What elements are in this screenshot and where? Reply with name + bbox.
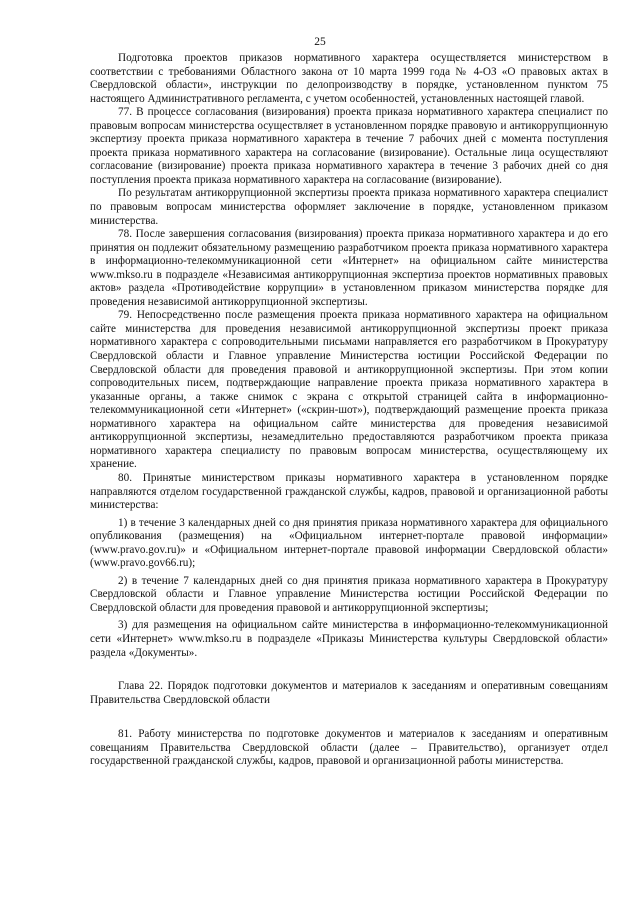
paragraph-80: 80. Принятые министерством приказы нормативного характера в установленном порядке направляются отделом государственной гражданской службы, кадров, правовой и организационной работы министерства: xyxy=(90,471,608,512)
chapter-22-heading: Глава 22. Порядок подготовки документов и материалов к заседаниям и оперативным совещаниям Правительства Свердловской области xyxy=(90,680,608,706)
page-number: 25 xyxy=(314,36,326,48)
page-body xyxy=(90,52,608,769)
paragraph-78: 78. После завершения согласования (визирования) проекта приказа нормативного характера и до его принятия он подлежит обязательному размещению разработчиком проекта приказа нормативного характера в информационно-телекоммуникационной сети «Интернет» на официальном сайте министерства www.mkso.ru в подразделе «Независимая антикоррупционная экспертиза проектов нормативных правовых актов» раздела «Противодействие коррупции» в установленном приказом министерства порядке для проведения независимой антикоррупционной экспертизы. xyxy=(90,228,608,308)
paragraph-80-item-1: 1) в течение 3 календарных дней со дня принятия приказа нормативного характера для официального опубликования (размещения) на «Официальном интернет-портале правовой информации» (www.pravo.gov.ru)» и «Официальном интернет-портале правовой информации Свердловской области» (www.pravo.gov66.ru); xyxy=(90,516,608,570)
paragraph-81: 81. Работу министерства по подготовке документов и материалов к заседаниям и оперативным совещаниям Правительства Свердловской области (далее – Правительство), организует отдел государственной гражданской службы, кадров, правовой и организационной работы министерства. xyxy=(90,728,608,768)
paragraph-intro: Подготовка проектов приказов нормативного характера осуществляется министерством в соответствии с требованиями Областного закона от 10 марта 1999 года № 4-ОЗ «О правовых актах в Свердловской области», инструкции по делопроизводству в порядке, установленном пунктом 75 настоящего Административного регламента, с учетом особенностей, установленных настоящей главой. xyxy=(90,52,608,105)
paragraph-80-item-2: 2) в течение 7 календарных дней со дня принятия приказа нормативного характера в Прокуратуру Свердловской области и Главное управление Министерства юстиции Российской Федерации по Свердловской области для проведения правовой и антикоррупционной экспертизы; xyxy=(90,574,608,614)
paragraph-77: 77. В процессе согласования (визирования) проекта приказа нормативного характера специалист по правовым вопросам министерства осуществляет в установленном порядке правовую и антикоррупционную экспертизу проекта приказа нормативного характера в течение 7 рабочих дней с момента поступления проекта приказа нормативного характера на согласование (визирование). Остальные лица осуществляют согласование (визирование) проекта приказа нормативного характера в течение 3 рабочих дней со дня поступления проекта приказа нормативного характера на согласование (визирование). xyxy=(90,106,608,186)
paragraph-80-item-3: 3) для размещения на официальном сайте министерства в информационно-телекоммуникационной сети «Интернет» www.mkso.ru в подразделе «Приказы Министерства культуры Свердловской области» раздела «Документы». xyxy=(90,619,608,659)
paragraph-77-conclusion: По результатам антикоррупционной экспертизы проекта приказа нормативного характера специалист по правовым вопросам министерства оформляет заключение в порядке, установленном приказом министерства. xyxy=(90,187,608,227)
paragraph-79: 79. Непосредственно после размещения проекта приказа нормативного характера на официальном сайте министерства для проведения независимой антикоррупционной экспертизы проект приказа нормативного характера с сопроводительными письмами направляется его разработчиком в Прокуратуру Свердловской области и Главное управление Министерства юстиции Российской Федерации по Свердловской области для проведения правовой и антикоррупционной экспертизы. При этом копии сопроводительных писем, подтверждающие направление проекта приказа нормативного характера в указанные органы, а также снимок с экрана с открытой страницей сайта в информационно-телекоммуникационной сети «Интернет» («скрин-шот»), подтверждающий размещение проекта приказа нормативного характера на официальном сайте министерства для проведения независимой антикоррупционной экспертизы, незамедлительно предоставляются разработчиком проекта приказа нормативного характера специалисту по правовым вопросам министерства, осуществляющему их хранение. xyxy=(90,309,608,471)
